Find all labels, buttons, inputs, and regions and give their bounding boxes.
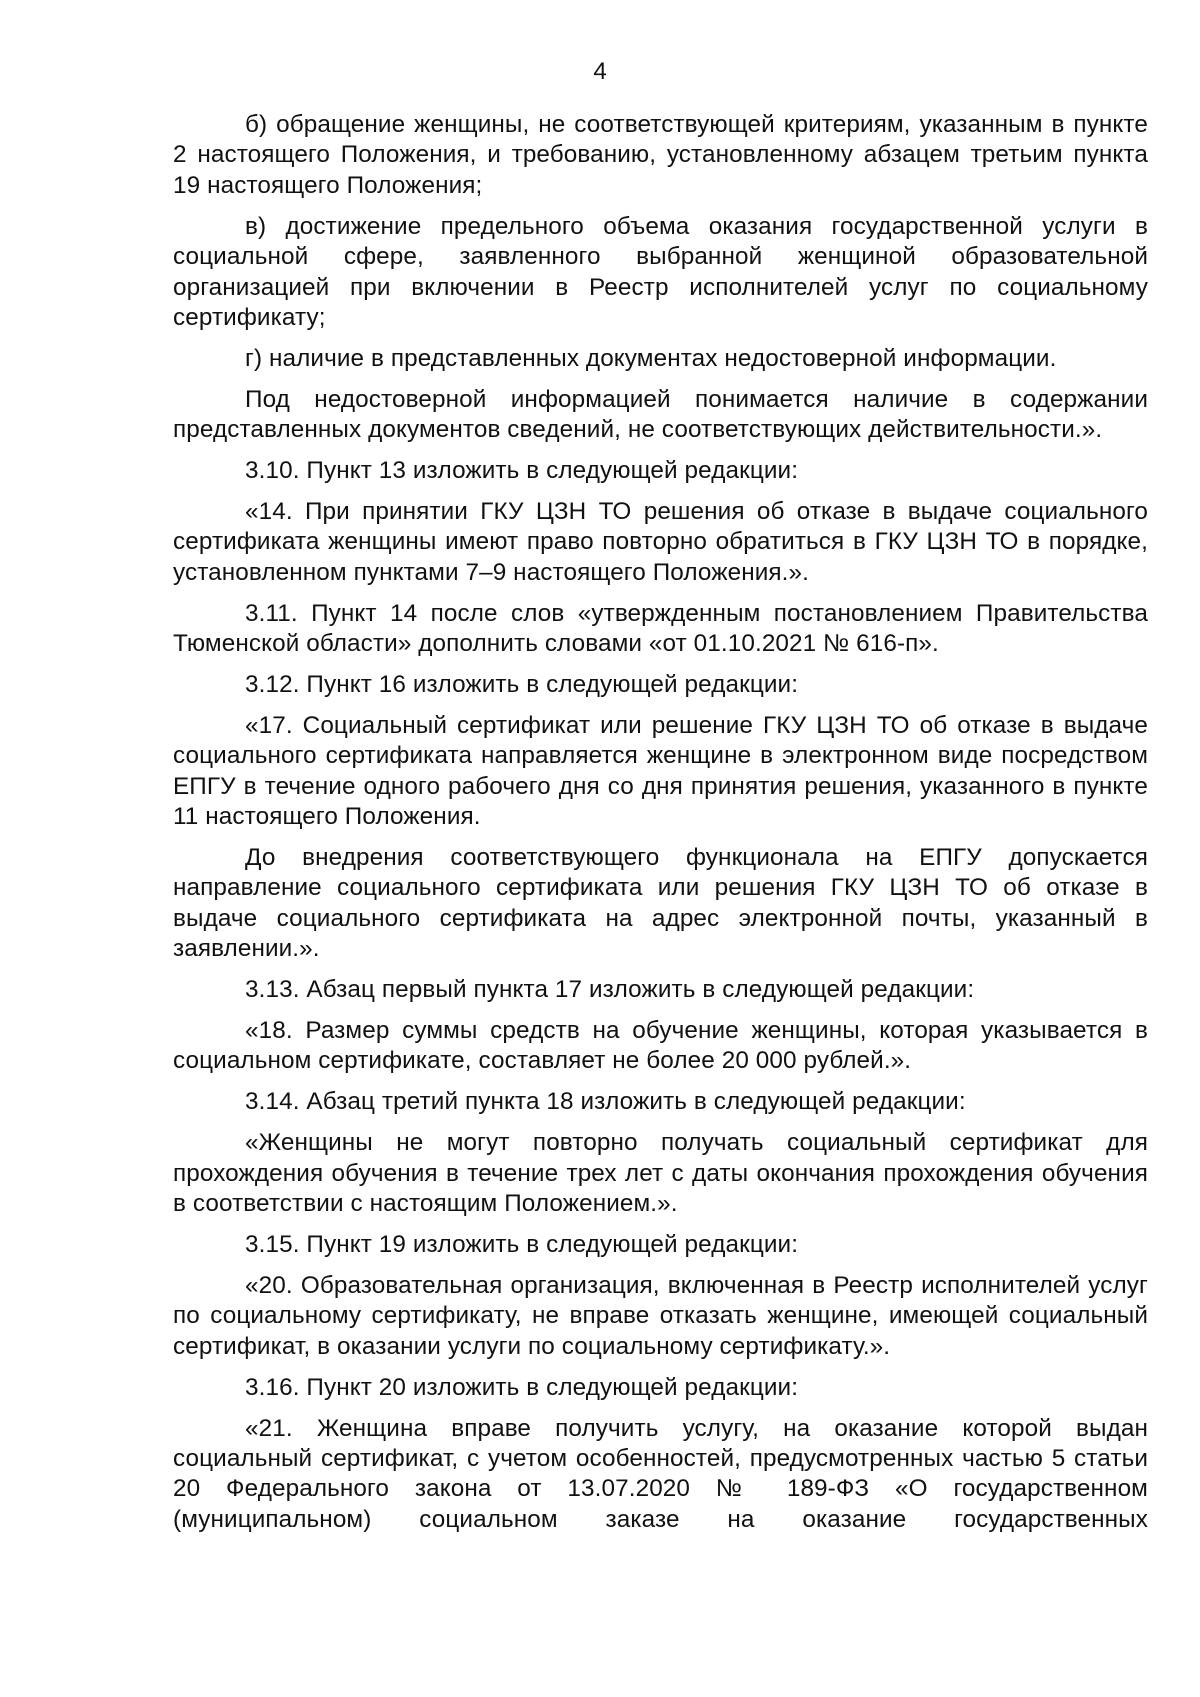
document-body [173,110,1148,1546]
paragraph-item-17-note: До внедрения соответствующего функционала на ЕПГУ допускается направление социального сертификата или решения ГКУ ЦЗН ТО об отказе в выдаче социального сертификата на адрес электронной почты, указанный в заявлении.». [173,844,1148,963]
page-number: 4 [593,58,607,85]
paragraph-3-10: 3.10. Пункт 13 изложить в следующей редакции: [245,457,799,485]
paragraph-3-13: 3.13. Абзац первый пункта 17 изложить в следующей редакции: [245,976,975,1004]
paragraph-women-repeat: «Женщины не могут повторно получать социальный сертификат для прохождения обучения в течение трех лет с даты окончания прохождения обучения в соответствии с настоящим Положением.». [173,1129,1148,1218]
paragraph-item-17: «17. Социальный сертификат или решение ГКУ ЦЗН ТО об отказе в выдаче социального сертификата направляется женщине в электронном виде посредством ЕПГУ в течение одного рабочего дня со дня принятия решения, указанного в пункте 11 настоящего Положения. [173,711,1148,831]
paragraph-item-20: «20. Образовательная организация, включенная в Реестр исполнителей услуг по социальному сертификату, не вправе отказать женщине, имеющей социальный сертификат, в оказании услуги по социальному сертификату.». [173,1271,1148,1360]
paragraph-b: б) обращение женщины, не соответствующей критериям, указанным в пункте 2 настоящего Положения, и требованию, установленному абзацем третьим пункта 19 настоящего Положения; [173,111,1148,199]
paragraph-item-14: «14. При принятии ГКУ ЦЗН ТО решения об отказе в выдаче социального сертификата женщины имеют право повторно обратиться в ГКУ ЦЗН ТО в порядке, установленном пунктами 7–9 настоящего Положения.». [173,497,1148,586]
paragraph-definition: Под недостоверной информацией понимается наличие в содержании представленных документов сведений, не соответствующих действительности.». [173,385,1148,444]
paragraph-3-15: 3.15. Пункт 19 изложить в следующей редакции: [245,1231,799,1258]
paragraph-item-21: «21. Женщина вправе получить услугу, на оказание которой выдан социальный сертификат, с учетом особенностей, предусмотренных частью 5 статьи 20 Федерального закона от 13.07.2020 № 189-ФЗ «О государственном (муниципальном) социальном заказе на оказание государственных [173,1414,1148,1533]
paragraph-item-18: «18. Размер суммы средств на обучение женщины, которая указывается в социальном сертификате, составляет не более 20 000 рублей.». [173,1017,1148,1075]
paragraph-3-12: 3.12. Пункт 16 изложить в следующей редакции: [245,671,799,698]
paragraph-3-16: 3.16. Пункт 20 изложить в следующей редакции: [245,1373,799,1401]
paragraph-3-14: 3.14. Абзац третий пункта 18 изложить в следующей редакции: [245,1088,966,1116]
paragraph-g: г) наличие в представленных документах недостоверной информации. [245,344,1057,372]
paragraph-v: в) достижение предельного объема оказания государственной услуги в социальной сфере, заявленного выбранной женщиной образовательной организацией при включении в Реестр исполнителей услуг по социальному сертификату; [173,212,1148,331]
paragraph-3-11: 3.11. Пункт 14 после слов «утвержденным постановлением Правительства Тюменской области» дополнить словами «от 01.10.2021 № 616-п». [173,599,1148,658]
